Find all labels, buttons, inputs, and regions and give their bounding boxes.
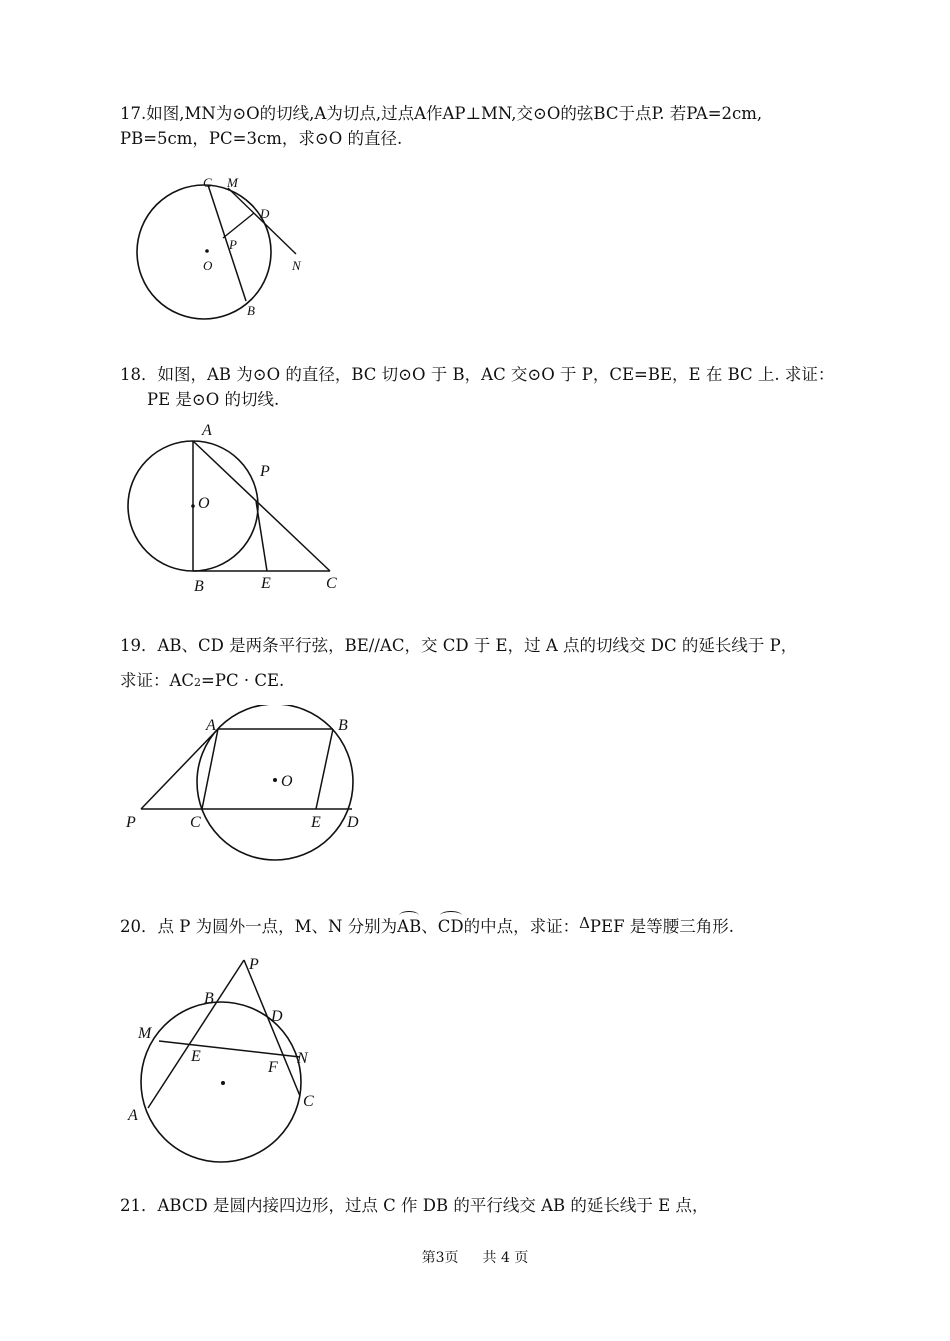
q20-figure [120,950,340,1165]
q18-label-e: E [261,575,271,592]
q20-arc-cd: CD [438,915,464,939]
q18-label-c: C [326,575,337,592]
q19-line1: 19．AB、CD 是两条平行弦，BE//AC，交 CD 于 E，过 A 点的切线交 DC 的延长线于 P， [120,636,798,655]
page-footer [0,1247,950,1267]
q17-label-m: M [227,175,238,190]
q20-label-n: N [297,1050,308,1067]
q17-label-p: P [229,237,237,252]
q18-line2: PE 是⊙O 的切线. [147,390,280,409]
q20-text-a: 20．点 P 为圆外一点，M、N 分别为 [120,917,398,936]
q19-label-c: C [190,814,201,831]
q19-line2-a: 求证：AC [120,671,195,690]
q20-text-c: PEF 是等腰三角形. [589,917,735,936]
q19-label-b: B [338,717,348,734]
q19-label-a: A [206,717,216,734]
q19-label-o: O [281,773,293,790]
q20-label-m: M [138,1025,152,1042]
q20-label-e: E [191,1048,201,1065]
q19-label-p: P [126,814,136,831]
q20-label-a: A [128,1107,138,1124]
q17-label-c: C [203,175,212,190]
q19-line2-sup: 2 [194,676,202,689]
q21-line1: 21．ABCD 是圆内接四边形，过点 C 作 DB 的平行线交 AB 的延长线于 E 点， [120,1196,709,1215]
q19-line2 [120,669,284,695]
q20-arc-ab: AB [397,915,421,939]
q20-label-p: P [249,956,259,973]
q18-line1: 18．如图，AB 为⊙O 的直径，BC 切⊙O 于 B，AC 交⊙O 于 P，CE=BE，E 在 BC 上. 求证： [120,365,835,384]
q19-label-e: E [311,814,321,831]
page-number: 第3页 [421,1250,459,1266]
q19-line2-b: =PC · CE. [201,671,285,690]
q17-label-o: O [203,258,213,273]
q17-figure [120,170,320,325]
q18-label-p: P [260,463,270,480]
q20-label-c: C [303,1093,314,1110]
q20-sep: 、 [421,917,438,936]
q17-label-b: B [247,303,255,318]
q18-label-b: B [194,578,204,595]
page-total: 共 4 页 [482,1250,529,1266]
q20-label-d: D [271,1008,283,1025]
q18-label-o: O [198,495,210,512]
q17-label-n: N [292,258,301,273]
q20-label-f: F [268,1059,278,1076]
q19-figure [120,705,380,865]
q17-label-d: D [260,206,270,221]
q17-line1: 17.如图,MN为⊙O的切线,A为切点,过点A作AP⊥MN,交⊙O的弦BC于点P. 若PA=2cm, [120,104,763,123]
q17-line2: PB=5cm，PC=3cm，求⊙O 的直径. [120,129,403,148]
q20-line1 [120,915,734,939]
q19-label-d: D [347,814,359,831]
q20-text-b: 的中点，求证： [463,917,580,936]
q20-delta: Δ [579,914,590,932]
q20-label-b: B [204,990,214,1007]
q18-figure [120,418,360,598]
q18-label-a: A [202,422,212,439]
